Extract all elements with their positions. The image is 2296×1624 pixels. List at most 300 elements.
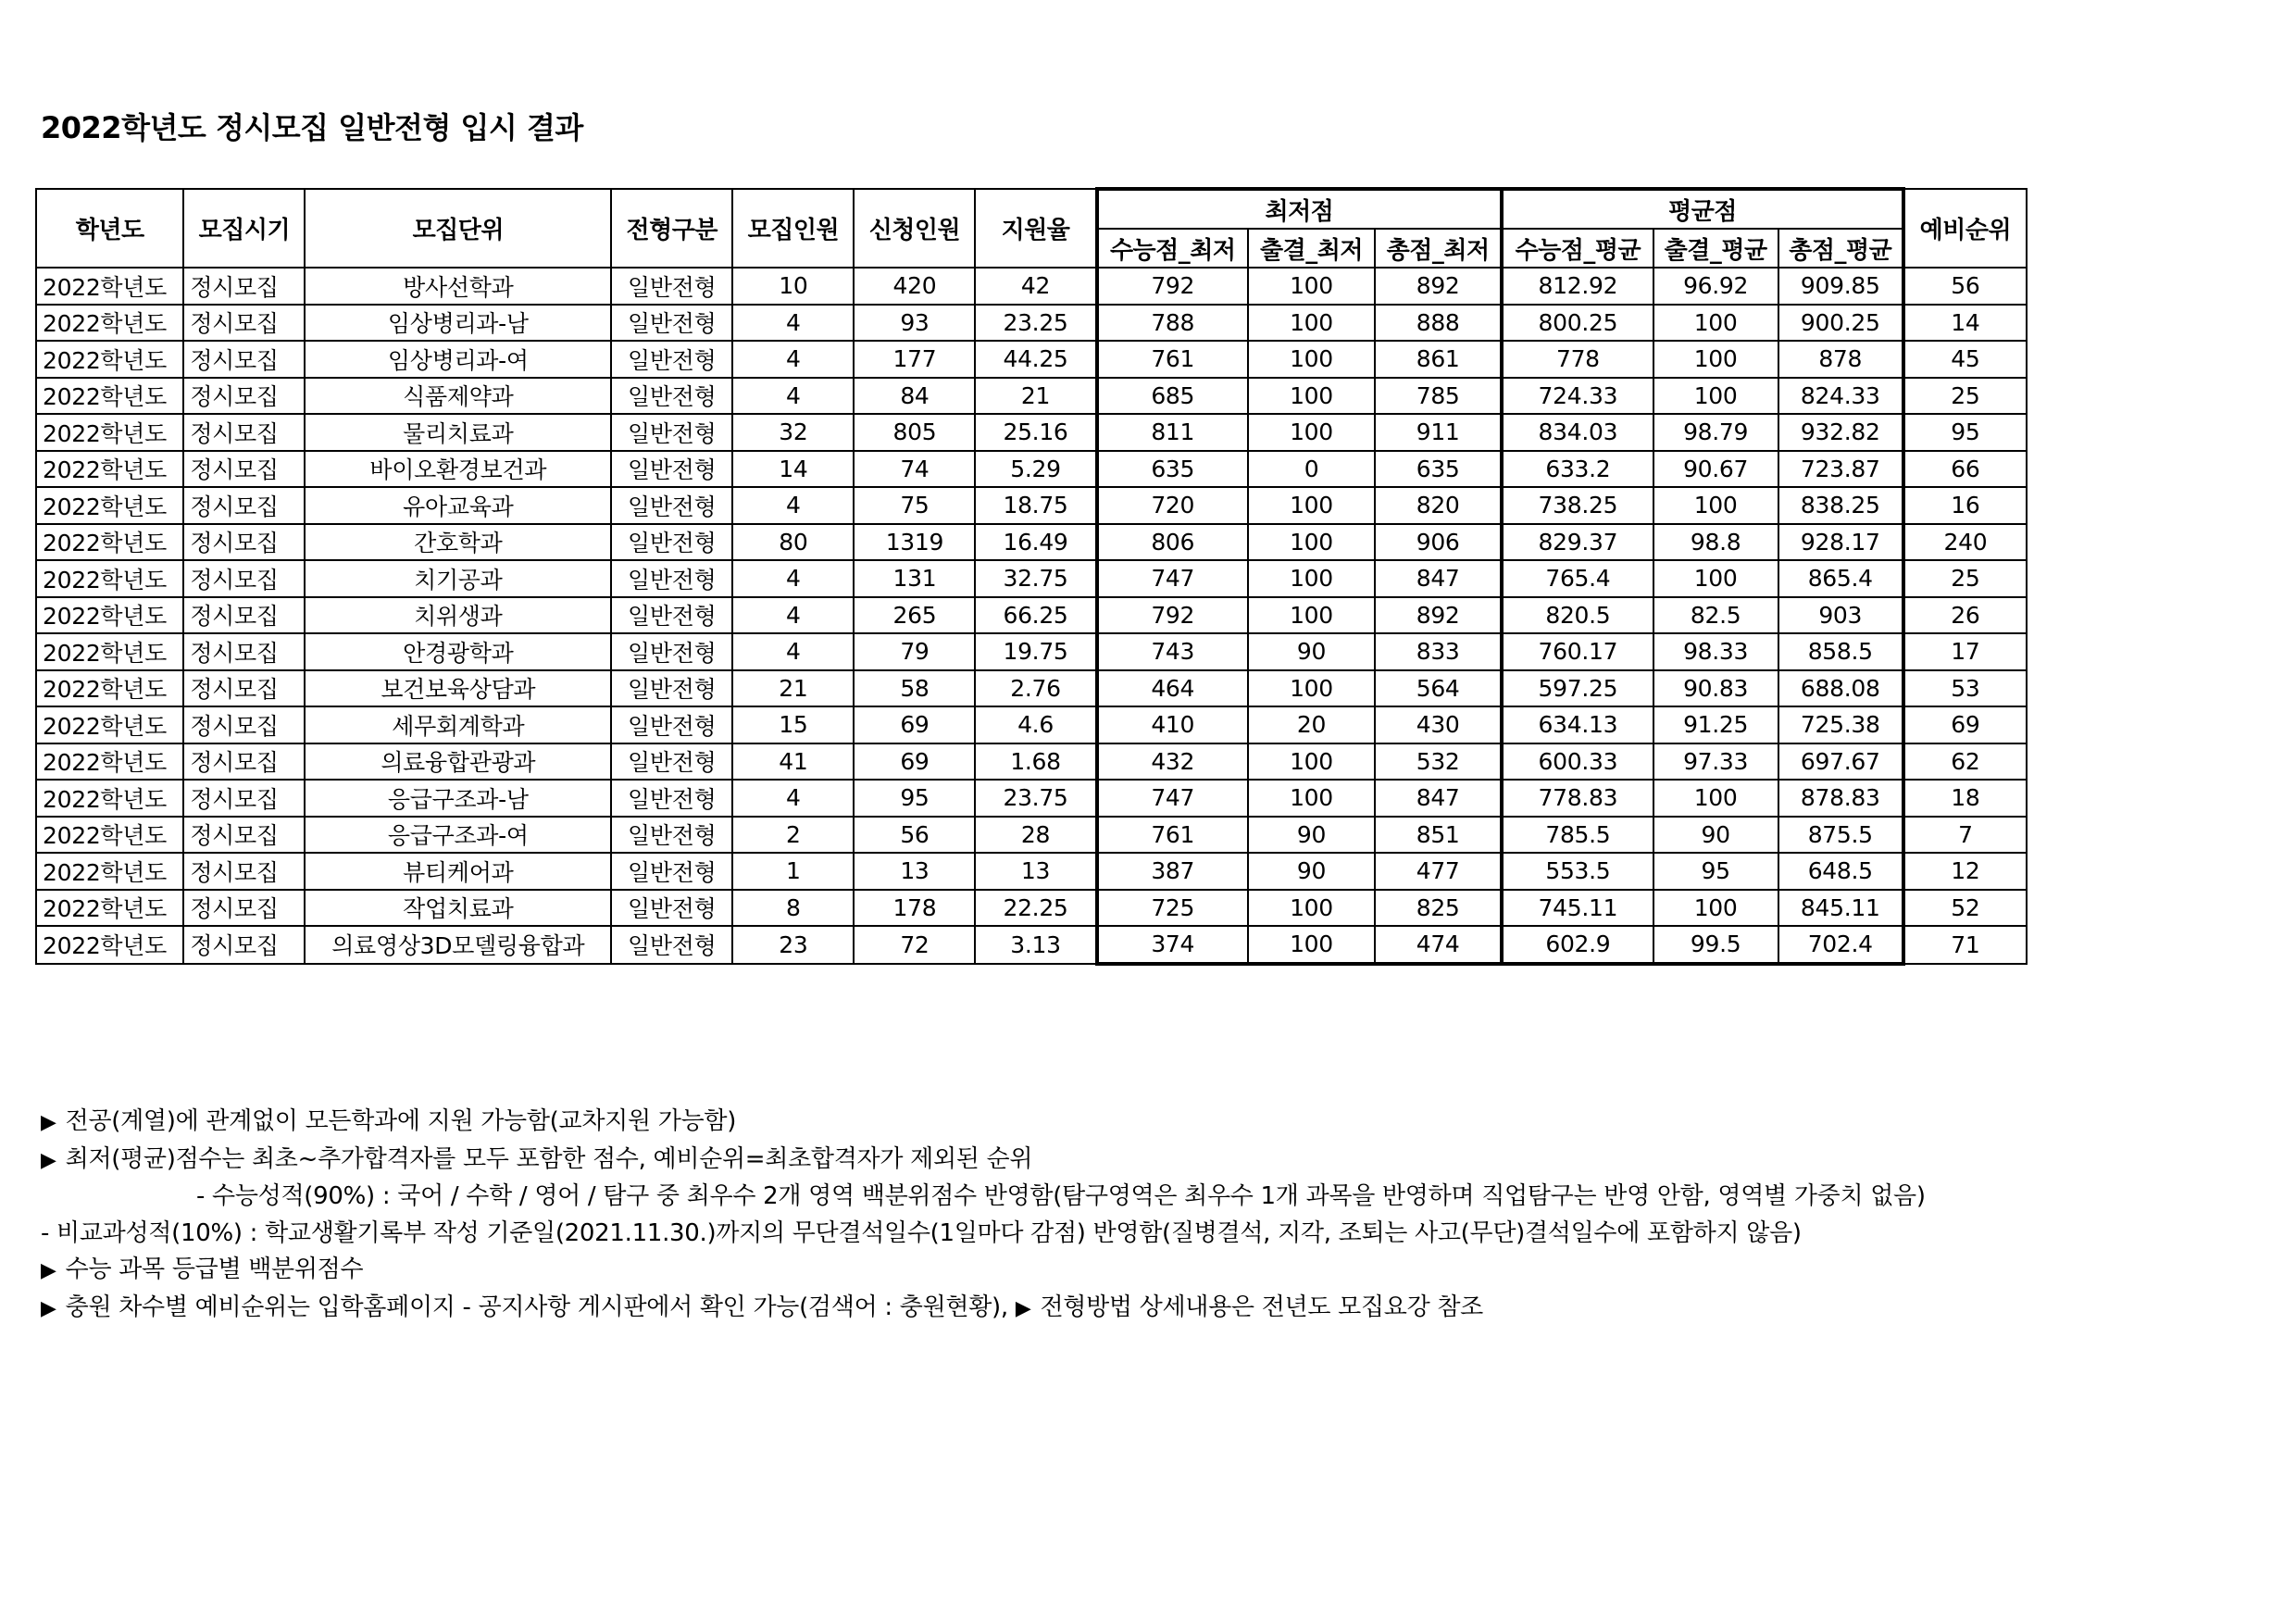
cell-avg-total: 878.83: [1778, 780, 1903, 817]
cell-min-attendance: 100: [1248, 341, 1375, 378]
cell-min-attendance: 100: [1248, 670, 1375, 707]
cell-type: 일반전형: [611, 524, 732, 561]
cell-min-suneung: 743: [1097, 633, 1248, 670]
cell-avg-total: 865.4: [1778, 560, 1903, 597]
cell-waitlist: 7: [1903, 817, 2027, 854]
cell-year: 2022학년도: [36, 780, 183, 817]
cell-avg-attendance: 97.33: [1653, 743, 1778, 781]
cell-type: 일반전형: [611, 926, 732, 964]
bullet-icon: ▶: [41, 1259, 56, 1283]
cell-min-total: 911: [1375, 414, 1502, 451]
cell-min-suneung: 720: [1097, 487, 1248, 524]
cell-quota: 4: [732, 487, 854, 524]
cell-avg-total: 688.08: [1778, 670, 1903, 707]
cell-period: 정시모집: [183, 743, 305, 781]
cell-avg-total: 723.87: [1778, 451, 1903, 488]
cell-avg-suneung: 738.25: [1502, 487, 1653, 524]
cell-min-attendance: 0: [1248, 451, 1375, 488]
table-row: [36, 487, 2027, 524]
cell-period: 정시모집: [183, 560, 305, 597]
cell-min-suneung: 811: [1097, 414, 1248, 451]
cell-min-suneung: 685: [1097, 378, 1248, 415]
cell-min-attendance: 100: [1248, 926, 1375, 964]
header-period: 모집시기: [183, 189, 305, 268]
cell-quota: 10: [732, 268, 854, 305]
cell-applicants: 58: [854, 670, 975, 707]
cell-period: 정시모집: [183, 926, 305, 964]
cell-ratio: 5.29: [975, 451, 1096, 488]
table-row: [36, 524, 2027, 561]
cell-avg-total: 702.4: [1778, 926, 1903, 964]
note-line: [41, 1252, 2263, 1290]
cell-unit: 세무회계학과: [305, 706, 611, 743]
cell-min-suneung: 374: [1097, 926, 1248, 964]
cell-min-total: 892: [1375, 268, 1502, 305]
cell-year: 2022학년도: [36, 926, 183, 964]
cell-quota: 15: [732, 706, 854, 743]
cell-ratio: 44.25: [975, 341, 1096, 378]
cell-period: 정시모집: [183, 305, 305, 342]
cell-avg-total: 648.5: [1778, 853, 1903, 890]
cell-min-attendance: 90: [1248, 853, 1375, 890]
cell-type: 일반전형: [611, 597, 732, 634]
cell-unit: 의료영상3D모델링융합과: [305, 926, 611, 964]
bullet-icon: ▶: [41, 1111, 56, 1134]
header-unit: 모집단위: [305, 189, 611, 268]
table-row: [36, 706, 2027, 743]
cell-applicants: 72: [854, 926, 975, 964]
cell-avg-attendance: 82.5: [1653, 597, 1778, 634]
cell-avg-total: 928.17: [1778, 524, 1903, 561]
cell-year: 2022학년도: [36, 853, 183, 890]
cell-min-attendance: 100: [1248, 743, 1375, 781]
cell-waitlist: 16: [1903, 487, 2027, 524]
cell-avg-suneung: 800.25: [1502, 305, 1653, 342]
table-row: [36, 560, 2027, 597]
cell-min-suneung: 747: [1097, 780, 1248, 817]
cell-unit: 치기공과: [305, 560, 611, 597]
cell-min-total: 785: [1375, 378, 1502, 415]
cell-min-attendance: 20: [1248, 706, 1375, 743]
cell-unit: 임상병리과-남: [305, 305, 611, 342]
cell-avg-suneung: 812.92: [1502, 268, 1653, 305]
cell-applicants: 13: [854, 853, 975, 890]
cell-avg-suneung: 765.4: [1502, 560, 1653, 597]
table-row: [36, 670, 2027, 707]
cell-unit: 의료융합관광과: [305, 743, 611, 781]
cell-waitlist: 45: [1903, 341, 2027, 378]
cell-waitlist: 66: [1903, 451, 2027, 488]
cell-min-total: 532: [1375, 743, 1502, 781]
notes-section: [41, 1104, 2263, 1328]
cell-quota: 21: [732, 670, 854, 707]
cell-avg-attendance: 100: [1653, 487, 1778, 524]
cell-min-attendance: 90: [1248, 817, 1375, 854]
cell-avg-total: 838.25: [1778, 487, 1903, 524]
cell-ratio: 22.25: [975, 890, 1096, 927]
cell-year: 2022학년도: [36, 597, 183, 634]
admission-results-table: [35, 187, 2028, 966]
cell-min-total: 861: [1375, 341, 1502, 378]
note-text: - 수능성적(90%) : 국어 / 수학 / 영어 / 탐구 중 최우수 2개 영역 백분위점수 반영함(탐구영역은 최우수 1개 과목을 반영하며 직업탐구는 반영 안함, 영역별 가중치 없음): [196, 1182, 1926, 1211]
cell-quota: 4: [732, 305, 854, 342]
cell-type: 일반전형: [611, 780, 732, 817]
cell-quota: 4: [732, 341, 854, 378]
cell-unit: 간호학과: [305, 524, 611, 561]
header-min-group: 최저점: [1097, 189, 1503, 229]
cell-quota: 4: [732, 780, 854, 817]
cell-ratio: 4.6: [975, 706, 1096, 743]
cell-min-total: 888: [1375, 305, 1502, 342]
cell-waitlist: 53: [1903, 670, 2027, 707]
header-ratio: 지원율: [975, 189, 1096, 268]
cell-type: 일반전형: [611, 341, 732, 378]
cell-unit: 방사선학과: [305, 268, 611, 305]
header-type: 전형구분: [611, 189, 732, 268]
cell-year: 2022학년도: [36, 451, 183, 488]
cell-avg-suneung: 602.9: [1502, 926, 1653, 964]
cell-avg-suneung: 834.03: [1502, 414, 1653, 451]
cell-unit: 안경광학과: [305, 633, 611, 670]
note-line: [41, 1216, 2263, 1253]
cell-unit: 작업치료과: [305, 890, 611, 927]
cell-unit: 임상병리과-여: [305, 341, 611, 378]
cell-avg-total: 932.82: [1778, 414, 1903, 451]
cell-applicants: 265: [854, 597, 975, 634]
cell-waitlist: 17: [1903, 633, 2027, 670]
cell-ratio: 23.25: [975, 305, 1096, 342]
cell-ratio: 21: [975, 378, 1096, 415]
cell-waitlist: 95: [1903, 414, 2027, 451]
cell-min-attendance: 100: [1248, 780, 1375, 817]
cell-min-attendance: 100: [1248, 378, 1375, 415]
cell-avg-attendance: 98.79: [1653, 414, 1778, 451]
cell-ratio: 18.75: [975, 487, 1096, 524]
cell-type: 일반전형: [611, 268, 732, 305]
table-header: [36, 189, 2027, 268]
cell-applicants: 95: [854, 780, 975, 817]
cell-period: 정시모집: [183, 670, 305, 707]
cell-period: 정시모집: [183, 853, 305, 890]
note-text: 전형방법 상세내용은 전년도 모집요강 참조: [1040, 1293, 1483, 1321]
cell-min-total: 474: [1375, 926, 1502, 964]
cell-waitlist: 25: [1903, 560, 2027, 597]
cell-unit: 물리치료과: [305, 414, 611, 451]
cell-min-attendance: 100: [1248, 597, 1375, 634]
cell-year: 2022학년도: [36, 560, 183, 597]
cell-min-suneung: 635: [1097, 451, 1248, 488]
cell-avg-total: 858.5: [1778, 633, 1903, 670]
table-row: [36, 743, 2027, 781]
table-row: [36, 268, 2027, 305]
cell-min-total: 851: [1375, 817, 1502, 854]
cell-applicants: 75: [854, 487, 975, 524]
cell-waitlist: 52: [1903, 890, 2027, 927]
cell-avg-total: 697.67: [1778, 743, 1903, 781]
cell-min-suneung: 792: [1097, 268, 1248, 305]
cell-avg-suneung: 760.17: [1502, 633, 1653, 670]
cell-applicants: 1319: [854, 524, 975, 561]
cell-type: 일반전형: [611, 487, 732, 524]
cell-min-total: 847: [1375, 560, 1502, 597]
cell-quota: 1: [732, 853, 854, 890]
cell-avg-attendance: 90.67: [1653, 451, 1778, 488]
cell-period: 정시모집: [183, 633, 305, 670]
cell-waitlist: 14: [1903, 305, 2027, 342]
cell-min-suneung: 788: [1097, 305, 1248, 342]
header-quota: 모집인원: [732, 189, 854, 268]
cell-avg-total: 903: [1778, 597, 1903, 634]
cell-year: 2022학년도: [36, 706, 183, 743]
table-row: [36, 890, 2027, 927]
cell-applicants: 56: [854, 817, 975, 854]
cell-avg-total: 900.25: [1778, 305, 1903, 342]
cell-unit: 보건보육상담과: [305, 670, 611, 707]
header-min-suneung: 수능점_최저: [1097, 229, 1248, 268]
note-line: [41, 1104, 2263, 1142]
cell-ratio: 42: [975, 268, 1096, 305]
cell-min-suneung: 464: [1097, 670, 1248, 707]
cell-min-suneung: 761: [1097, 341, 1248, 378]
table-row: [36, 780, 2027, 817]
cell-avg-attendance: 96.92: [1653, 268, 1778, 305]
cell-avg-suneung: 778: [1502, 341, 1653, 378]
cell-waitlist: 25: [1903, 378, 2027, 415]
cell-period: 정시모집: [183, 268, 305, 305]
note-line: [41, 1179, 2263, 1216]
cell-avg-attendance: 100: [1653, 560, 1778, 597]
cell-year: 2022학년도: [36, 414, 183, 451]
cell-year: 2022학년도: [36, 743, 183, 781]
cell-avg-total: 875.5: [1778, 817, 1903, 854]
cell-min-total: 906: [1375, 524, 1502, 561]
table-body: [36, 268, 2027, 964]
cell-avg-suneung: 633.2: [1502, 451, 1653, 488]
cell-type: 일반전형: [611, 305, 732, 342]
table-row: [36, 633, 2027, 670]
cell-unit: 응급구조과-남: [305, 780, 611, 817]
cell-min-suneung: 432: [1097, 743, 1248, 781]
cell-avg-attendance: 100: [1653, 341, 1778, 378]
cell-min-attendance: 100: [1248, 890, 1375, 927]
cell-applicants: 74: [854, 451, 975, 488]
table-row: [36, 414, 2027, 451]
cell-type: 일반전형: [611, 706, 732, 743]
cell-applicants: 805: [854, 414, 975, 451]
cell-avg-suneung: 820.5: [1502, 597, 1653, 634]
cell-type: 일반전형: [611, 451, 732, 488]
cell-year: 2022학년도: [36, 305, 183, 342]
cell-period: 정시모집: [183, 341, 305, 378]
cell-min-suneung: 806: [1097, 524, 1248, 561]
cell-avg-attendance: 91.25: [1653, 706, 1778, 743]
cell-waitlist: 240: [1903, 524, 2027, 561]
cell-period: 정시모집: [183, 378, 305, 415]
note-text: 전공(계열)에 관계없이 모든학과에 지원 가능함(교차지원 가능함): [65, 1107, 737, 1135]
table-row: [36, 341, 2027, 378]
cell-ratio: 2.76: [975, 670, 1096, 707]
cell-min-total: 635: [1375, 451, 1502, 488]
cell-quota: 4: [732, 597, 854, 634]
cell-min-total: 892: [1375, 597, 1502, 634]
cell-avg-suneung: 724.33: [1502, 378, 1653, 415]
cell-unit: 응급구조과-여: [305, 817, 611, 854]
cell-type: 일반전형: [611, 817, 732, 854]
table-row: [36, 378, 2027, 415]
table-row: [36, 926, 2027, 964]
cell-period: 정시모집: [183, 706, 305, 743]
header-avg-total: 총점_평균: [1778, 229, 1903, 268]
cell-applicants: 84: [854, 378, 975, 415]
cell-min-total: 825: [1375, 890, 1502, 927]
cell-year: 2022학년도: [36, 487, 183, 524]
page-title: 2022학년도 정시모집 일반전형 입시 결과: [41, 110, 583, 145]
cell-min-suneung: 410: [1097, 706, 1248, 743]
note-text: 충원 차수별 예비순위는 입학홈페이지 - 공지사항 게시판에서 확인 가능(검색어 : 충원현황),: [65, 1293, 1008, 1321]
cell-avg-attendance: 99.5: [1653, 926, 1778, 964]
cell-quota: 4: [732, 633, 854, 670]
bullet-icon: ▶: [1015, 1296, 1031, 1320]
cell-period: 정시모집: [183, 817, 305, 854]
cell-min-attendance: 100: [1248, 524, 1375, 561]
cell-quota: 14: [732, 451, 854, 488]
cell-quota: 41: [732, 743, 854, 781]
cell-avg-suneung: 597.25: [1502, 670, 1653, 707]
header-year: 학년도: [36, 189, 183, 268]
cell-avg-total: 725.38: [1778, 706, 1903, 743]
cell-year: 2022학년도: [36, 341, 183, 378]
cell-applicants: 420: [854, 268, 975, 305]
cell-avg-suneung: 829.37: [1502, 524, 1653, 561]
cell-period: 정시모집: [183, 414, 305, 451]
note-text: 수능 과목 등급별 백분위점수: [65, 1255, 364, 1284]
cell-avg-total: 909.85: [1778, 268, 1903, 305]
cell-year: 2022학년도: [36, 268, 183, 305]
cell-type: 일반전형: [611, 853, 732, 890]
cell-min-total: 430: [1375, 706, 1502, 743]
cell-applicants: 69: [854, 706, 975, 743]
cell-year: 2022학년도: [36, 817, 183, 854]
cell-ratio: 23.75: [975, 780, 1096, 817]
cell-type: 일반전형: [611, 633, 732, 670]
table-row: [36, 451, 2027, 488]
cell-avg-attendance: 98.33: [1653, 633, 1778, 670]
cell-min-total: 833: [1375, 633, 1502, 670]
cell-min-total: 564: [1375, 670, 1502, 707]
cell-quota: 4: [732, 560, 854, 597]
cell-min-suneung: 792: [1097, 597, 1248, 634]
table-row: [36, 817, 2027, 854]
cell-min-attendance: 100: [1248, 268, 1375, 305]
cell-period: 정시모집: [183, 890, 305, 927]
cell-type: 일반전형: [611, 378, 732, 415]
cell-waitlist: 71: [1903, 926, 2027, 964]
cell-min-attendance: 90: [1248, 633, 1375, 670]
cell-min-total: 477: [1375, 853, 1502, 890]
cell-avg-attendance: 100: [1653, 378, 1778, 415]
cell-avg-total: 878: [1778, 341, 1903, 378]
note-text: - 비교과성적(10%) : 학교생활기록부 작성 기준일(2021.11.30.)까지의 무단결석일수(1일마다 감점) 반영함(질병결석, 지각, 조퇴는 사고(무단)결석일수에 포함하지 않음): [41, 1218, 1802, 1247]
cell-min-suneung: 747: [1097, 560, 1248, 597]
cell-quota: 32: [732, 414, 854, 451]
table-row: [36, 305, 2027, 342]
cell-unit: 식품제약과: [305, 378, 611, 415]
cell-min-total: 847: [1375, 780, 1502, 817]
cell-year: 2022학년도: [36, 633, 183, 670]
cell-min-attendance: 100: [1248, 305, 1375, 342]
cell-min-suneung: 761: [1097, 817, 1248, 854]
cell-unit: 치위생과: [305, 597, 611, 634]
cell-year: 2022학년도: [36, 524, 183, 561]
cell-applicants: 69: [854, 743, 975, 781]
cell-ratio: 66.25: [975, 597, 1096, 634]
cell-avg-suneung: 600.33: [1502, 743, 1653, 781]
cell-avg-attendance: 90: [1653, 817, 1778, 854]
cell-applicants: 131: [854, 560, 975, 597]
cell-avg-suneung: 785.5: [1502, 817, 1653, 854]
header-avg-group: 평균점: [1502, 189, 1903, 229]
cell-ratio: 1.68: [975, 743, 1096, 781]
cell-avg-suneung: 553.5: [1502, 853, 1653, 890]
cell-min-attendance: 100: [1248, 487, 1375, 524]
cell-avg-attendance: 100: [1653, 780, 1778, 817]
cell-ratio: 13: [975, 853, 1096, 890]
cell-type: 일반전형: [611, 414, 732, 451]
cell-period: 정시모집: [183, 524, 305, 561]
cell-avg-attendance: 90.83: [1653, 670, 1778, 707]
cell-applicants: 79: [854, 633, 975, 670]
cell-applicants: 177: [854, 341, 975, 378]
cell-period: 정시모집: [183, 451, 305, 488]
cell-year: 2022학년도: [36, 890, 183, 927]
cell-quota: 4: [732, 378, 854, 415]
bullet-icon: ▶: [41, 1148, 56, 1172]
cell-ratio: 28: [975, 817, 1096, 854]
cell-avg-total: 824.33: [1778, 378, 1903, 415]
cell-quota: 80: [732, 524, 854, 561]
cell-min-total: 820: [1375, 487, 1502, 524]
cell-quota: 8: [732, 890, 854, 927]
cell-waitlist: 26: [1903, 597, 2027, 634]
cell-min-attendance: 100: [1248, 560, 1375, 597]
header-waitlist: 예비순위: [1903, 189, 2027, 268]
cell-year: 2022학년도: [36, 670, 183, 707]
cell-avg-total: 845.11: [1778, 890, 1903, 927]
bullet-icon: ▶: [41, 1296, 56, 1320]
cell-quota: 2: [732, 817, 854, 854]
cell-avg-suneung: 778.83: [1502, 780, 1653, 817]
cell-avg-attendance: 100: [1653, 305, 1778, 342]
header-avg-suneung: 수능점_평균: [1502, 229, 1653, 268]
cell-waitlist: 18: [1903, 780, 2027, 817]
cell-min-attendance: 100: [1248, 414, 1375, 451]
cell-avg-attendance: 95: [1653, 853, 1778, 890]
cell-ratio: 16.49: [975, 524, 1096, 561]
cell-waitlist: 56: [1903, 268, 2027, 305]
note-line: [41, 1290, 2263, 1328]
cell-quota: 23: [732, 926, 854, 964]
cell-avg-attendance: 98.8: [1653, 524, 1778, 561]
cell-type: 일반전형: [611, 743, 732, 781]
cell-year: 2022학년도: [36, 378, 183, 415]
cell-unit: 뷰티케어과: [305, 853, 611, 890]
cell-period: 정시모집: [183, 780, 305, 817]
cell-waitlist: 69: [1903, 706, 2027, 743]
cell-type: 일반전형: [611, 890, 732, 927]
cell-applicants: 93: [854, 305, 975, 342]
cell-applicants: 178: [854, 890, 975, 927]
cell-waitlist: 12: [1903, 853, 2027, 890]
